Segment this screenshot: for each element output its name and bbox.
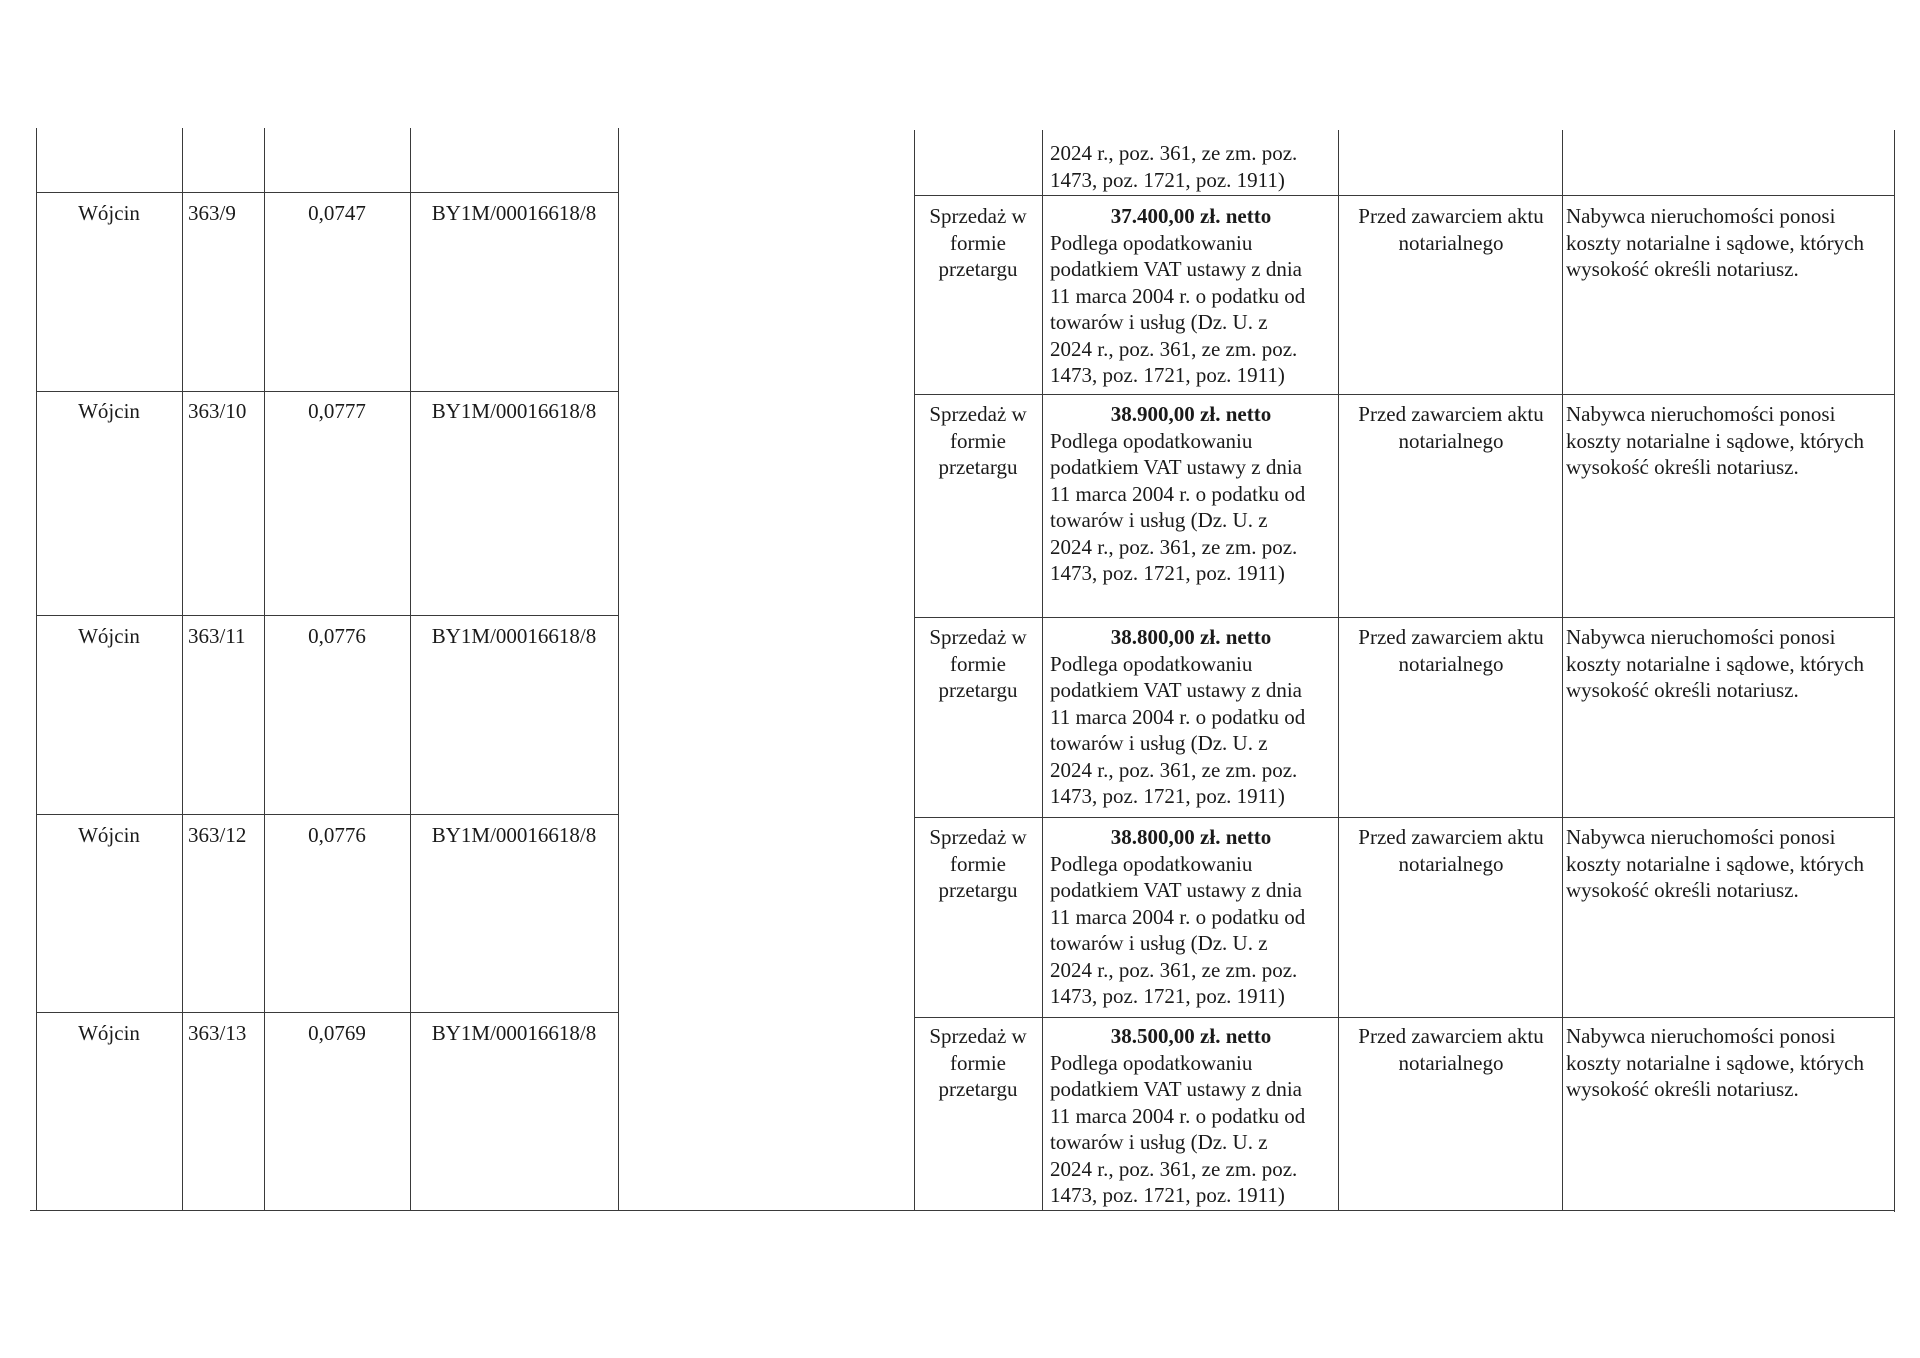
text-line: 1473, poz. 1721, poz. 1911) (1050, 784, 1285, 808)
locality-cell: Wójcin (78, 624, 140, 648)
text-line: Podlega opodatkowaniu (1050, 230, 1253, 255)
payment-term-cell (1342, 401, 1560, 454)
text-line: wysokość określi notariusz. (1566, 455, 1799, 479)
text-line: wysokość określi notariusz. (1566, 878, 1799, 902)
text-line: podatkiem VAT ustawy z dnia (1050, 257, 1302, 281)
text-line: podatkiem VAT ustawy z dnia (1050, 878, 1302, 902)
text-line: Nabywca nieruchomości ponosi (1566, 402, 1836, 426)
text-line: Przed zawarciem aktu (1358, 825, 1544, 849)
grid-line (182, 128, 183, 1210)
text-line: koszty notarialne i sądowe, których (1566, 428, 1864, 453)
area-cell: 0,0777 (308, 399, 366, 423)
grid-line (36, 192, 618, 193)
text-line: formie (950, 651, 1006, 676)
payment-term-cell (1342, 824, 1560, 877)
sale-form-cell (918, 824, 1038, 904)
text-line: 2024 r., poz. 361, ze zm. poz. (1050, 957, 1298, 982)
locality-cell: Wójcin (78, 1021, 140, 1045)
area-cell: 0,0747 (308, 201, 366, 225)
price-value: 38.900,00 zł. netto (1110, 402, 1272, 426)
text-line: 1473, poz. 1721, poz. 1911) (1050, 363, 1285, 387)
text-line: Podlega opodatkowaniu (1050, 428, 1253, 453)
grid-line (914, 130, 915, 1210)
grid-line (36, 128, 37, 1210)
price-cell (1050, 401, 1332, 587)
price-cell (1050, 624, 1332, 810)
text-line: wysokość określi notariusz. (1566, 257, 1799, 281)
price-value: 38.800,00 zł. netto (1110, 825, 1272, 849)
text-line: wysokość określi notariusz. (1566, 678, 1799, 702)
text-line: Sprzedaż w (929, 204, 1027, 228)
text-line: notarialnego (1398, 651, 1504, 676)
text-line: 2024 r., poz. 361, ze zm. poz. (1050, 757, 1298, 782)
grid-line (618, 128, 619, 1210)
text-line: notarialnego (1398, 428, 1504, 453)
grid-line (36, 615, 618, 616)
grid-line (410, 128, 411, 1210)
text-line: koszty notarialne i sądowe, których (1566, 851, 1864, 876)
text-line: przetargu (938, 455, 1018, 479)
text-line: notarialnego (1398, 851, 1504, 876)
land-register-cell: BY1M/00016618/8 (431, 201, 597, 225)
grid-line (1338, 130, 1339, 1210)
area-cell: 0,0776 (308, 624, 366, 648)
text-line: formie (950, 230, 1006, 255)
sale-form-cell (918, 1023, 1038, 1103)
text-line: przetargu (938, 1077, 1018, 1101)
area-cell: 0,0776 (308, 823, 366, 847)
text-line: podatkiem VAT ustawy z dnia (1050, 678, 1302, 702)
text-line: przetargu (938, 257, 1018, 281)
text-line: Podlega opodatkowaniu (1050, 1050, 1253, 1075)
grid-line (914, 394, 1894, 395)
text-line: Przed zawarciem aktu (1358, 402, 1544, 426)
text-line: Nabywca nieruchomości ponosi (1566, 1024, 1836, 1048)
text-line: 2024 r., poz. 361, ze zm. poz. (1050, 534, 1298, 559)
price-value: 38.800,00 zł. netto (1110, 625, 1272, 649)
text-line: Podlega opodatkowaniu (1050, 651, 1253, 676)
land-register-cell: BY1M/00016618/8 (431, 1021, 597, 1045)
costs-cell (1566, 401, 1892, 481)
locality-cell: Wójcin (78, 823, 140, 847)
costs-cell (1566, 824, 1892, 904)
text-line: Przed zawarciem aktu (1358, 204, 1544, 228)
locality-cell: Wójcin (78, 399, 140, 423)
payment-term-cell (1342, 203, 1560, 256)
text-line: towarów i usług (Dz. U. z (1050, 508, 1268, 532)
grid-line (914, 1017, 1894, 1018)
text-line: 2024 r., poz. 361, ze zm. poz. (1050, 141, 1298, 165)
price-cell (1050, 1023, 1332, 1209)
text-line: Podlega opodatkowaniu (1050, 851, 1253, 876)
text-line: koszty notarialne i sądowe, których (1566, 230, 1864, 255)
costs-cell (1566, 624, 1892, 704)
grid-line (914, 817, 1894, 818)
price-cell (1050, 824, 1332, 1010)
text-line: Nabywca nieruchomości ponosi (1566, 625, 1836, 649)
text-line: formie (950, 851, 1006, 876)
land-register-cell: BY1M/00016618/8 (431, 624, 597, 648)
text-line: Przed zawarciem aktu (1358, 625, 1544, 649)
text-line: 11 marca 2004 r. o podatku od (1050, 481, 1306, 506)
sale-form-cell (918, 401, 1038, 481)
table-bottom-border (30, 1210, 1894, 1211)
vat-continuation-fragment (1050, 140, 1330, 193)
grid-line (1562, 130, 1563, 1210)
sale-form-cell (918, 203, 1038, 283)
grid-line (914, 617, 1894, 618)
text-line: Sprzedaż w (929, 1024, 1027, 1048)
parcel-cell: 363/9 (188, 201, 236, 225)
text-line: Nabywca nieruchomości ponosi (1566, 825, 1836, 849)
text-line: 11 marca 2004 r. o podatku od (1050, 904, 1306, 929)
text-line: 11 marca 2004 r. o podatku od (1050, 283, 1306, 308)
text-line: przetargu (938, 878, 1018, 902)
text-line: Sprzedaż w (929, 625, 1027, 649)
land-register-cell: BY1M/00016618/8 (431, 823, 597, 847)
costs-cell (1566, 203, 1892, 283)
text-line: Przed zawarciem aktu (1358, 1024, 1544, 1048)
text-line: 2024 r., poz. 361, ze zm. poz. (1050, 1156, 1298, 1181)
grid-line (36, 391, 618, 392)
text-line: Nabywca nieruchomości ponosi (1566, 204, 1836, 228)
text-line: towarów i usług (Dz. U. z (1050, 1130, 1268, 1154)
text-line: podatkiem VAT ustawy z dnia (1050, 1077, 1302, 1101)
text-line: towarów i usług (Dz. U. z (1050, 931, 1268, 955)
text-line: 11 marca 2004 r. o podatku od (1050, 704, 1306, 729)
text-line: Sprzedaż w (929, 825, 1027, 849)
text-line: 1473, poz. 1721, poz. 1911) (1050, 167, 1285, 192)
text-line: towarów i usług (Dz. U. z (1050, 310, 1268, 334)
text-line: formie (950, 1050, 1006, 1075)
price-value: 37.400,00 zł. netto (1110, 204, 1272, 228)
parcel-cell: 363/11 (188, 624, 246, 648)
price-value: 38.500,00 zł. netto (1110, 1024, 1272, 1048)
parcel-cell: 363/10 (188, 399, 247, 423)
text-line: 1473, poz. 1721, poz. 1911) (1050, 561, 1285, 585)
area-cell: 0,0769 (308, 1021, 366, 1045)
text-line: Sprzedaż w (929, 402, 1027, 426)
price-cell (1050, 203, 1332, 389)
parcel-cell: 363/12 (188, 823, 247, 847)
grid-line (36, 1012, 618, 1013)
parcel-cell: 363/13 (188, 1021, 247, 1045)
text-line: koszty notarialne i sądowe, których (1566, 651, 1864, 676)
text-line: notarialnego (1398, 1050, 1504, 1075)
text-line: wysokość określi notariusz. (1566, 1077, 1799, 1101)
text-line: formie (950, 428, 1006, 453)
grid-line (36, 814, 618, 815)
grid-line (264, 128, 265, 1210)
land-register-cell: BY1M/00016618/8 (431, 399, 597, 423)
grid-line (1894, 130, 1895, 1212)
text-line: 1473, poz. 1721, poz. 1911) (1050, 1183, 1285, 1207)
text-line: notarialnego (1398, 230, 1504, 255)
payment-term-cell (1342, 624, 1560, 677)
text-line: 11 marca 2004 r. o podatku od (1050, 1103, 1306, 1128)
locality-cell: Wójcin (78, 201, 140, 225)
sale-form-cell (918, 624, 1038, 704)
text-line: 2024 r., poz. 361, ze zm. poz. (1050, 336, 1298, 361)
payment-term-cell (1342, 1023, 1560, 1076)
costs-cell (1566, 1023, 1892, 1103)
text-line: przetargu (938, 678, 1018, 702)
grid-line (1042, 130, 1043, 1210)
grid-line (914, 195, 1894, 196)
text-line: koszty notarialne i sądowe, których (1566, 1050, 1864, 1075)
text-line: 1473, poz. 1721, poz. 1911) (1050, 984, 1285, 1008)
text-line: towarów i usług (Dz. U. z (1050, 731, 1268, 755)
text-line: podatkiem VAT ustawy z dnia (1050, 455, 1302, 479)
